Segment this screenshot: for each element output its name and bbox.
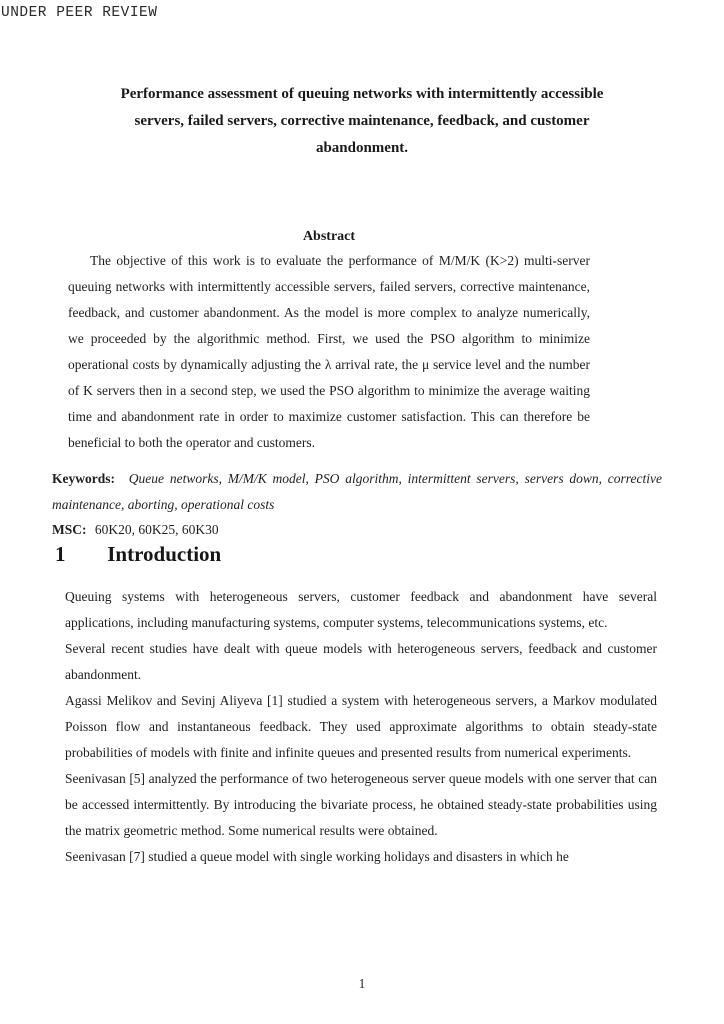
title-line-2: servers, failed servers, corrective maintenance, feedback, and customer [134,113,590,129]
intro-paragraph-5: Seenivasan [7] studied a queue model with single working holidays and disasters in which he [65,849,569,864]
intro-paragraph-1: Queuing systems with heterogeneous servers, customer feedback and abandonment have several applications, including manufacturing systems, computer systems, telecommunications systems, etc. [65,589,657,630]
peer-review-watermark: UNDER PEER REVIEW [1,5,158,21]
intro-paragraph-3: Agassi Melikov and Sevinj Aliyeva [1] studied a system with heterogeneous servers, a Markov modulated Poisson flow and instantaneous feedback. They used approximate algorithms to obtain steady-state probabilities of models with finite and infinite queues and presented results from numerical experiments. [65,693,657,760]
page-number: 1 [358,976,366,991]
msc-line [52,520,219,540]
title-line-3: abandonment. [315,140,409,156]
introduction-text [65,584,657,870]
intro-paragraph-2: Several recent studies have dealt with queue models with heterogeneous servers, feedback and customer abandonment. [65,641,657,682]
section-title: Introduction [107,542,222,566]
msc-text: 60K20, 60K25, 60K30 [94,522,219,537]
section-heading-introduction [55,539,221,569]
keywords-label: Keywords: [52,471,115,486]
intro-paragraph-4: Seenivasan [5] analyzed the performance of two heterogeneous server queue models with one server that can be accessed intermittently. By introducing the bivariate process, he obtained steady-state probabilities using the matrix geometric method. Some numerical results were obtained. [65,771,657,838]
title-line-1: Performance assessment of queuing networks with intermittently accessible [120,86,604,102]
keywords-text: Queue networks, M/M/K model, PSO algorithm, intermittent servers, servers down, corrective maintenance, aborting, operational costs [52,471,662,512]
keywords-line [52,466,662,518]
abstract-heading: Abstract [302,229,356,244]
section-number: 1 [55,542,66,566]
abstract-text: The objective of this work is to evaluate the performance of M/M/K (K>2) multi-server queuing networks with intermittently accessible servers, failed servers, corrective maintenance, feedback, and customer abandonment. As the model is more complex to analyze numerically, we proceeded by the algorithmic method. First, we used the PSO algorithm to minimize operational costs by dynamically adjusting the λ arrival rate, the μ service level and the number of K servers then in a second step, we used the PSO algorithm to minimize the average waiting time and abandonment rate in order to maximize customer satisfaction. This can therefore be beneficial to both the operator and customers. [68,253,590,450]
paper-title [0,81,724,162]
msc-label: MSC: [52,522,87,537]
